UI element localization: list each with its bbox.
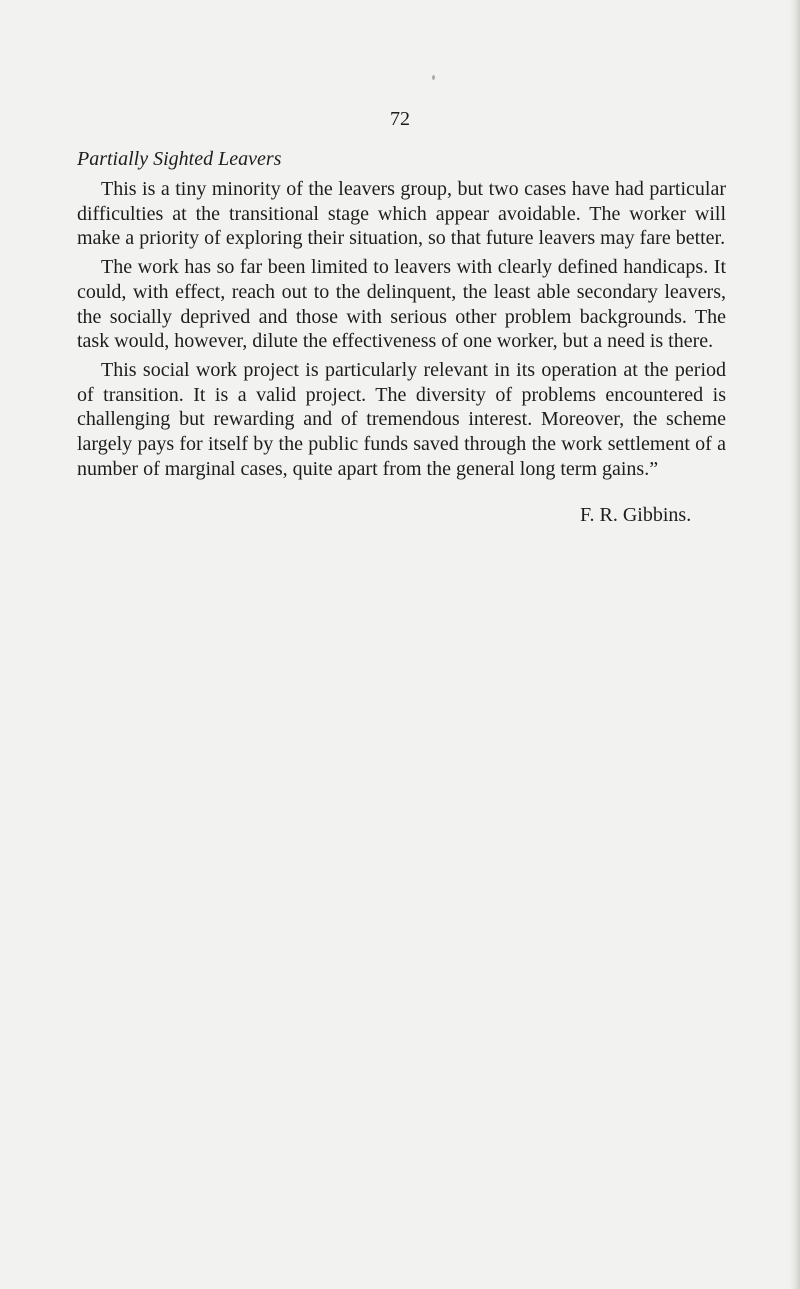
document-body (77, 147, 726, 481)
author-signature: F. R. Gibbins. (580, 504, 692, 526)
paragraph: The work has so far been limited to leavers with clearly defined handicaps. It could, with effect, reach out to the delinquent, the least able secondary leavers, the socially deprived and those with serious other problem backgrounds. The task would, however, dilute the effectiveness of one worker, but a need is there. (77, 256, 726, 353)
section-heading: Partially Sighted Leavers (77, 148, 282, 170)
paragraph: This is a tiny minority of the leavers group, but two cases have had particular difficulties at the transitional stage which appear avoidable. The worker will make a priority of exploring their situation, so that future leavers may fare better. (77, 178, 726, 250)
paragraph: This social work project is particularly relevant in its operation at the period of transition. It is a valid project. The diversity of problems encountered is challenging but rewarding and of tremendous interest. Moreover, the scheme largely pays for itself by the public funds saved through the work settlement of a number of marginal cases, quite apart from the general long term gains.” (77, 358, 726, 480)
page-edge-shadow (790, 0, 800, 1289)
print-speck (432, 75, 435, 80)
page-number: 72 (390, 108, 410, 130)
